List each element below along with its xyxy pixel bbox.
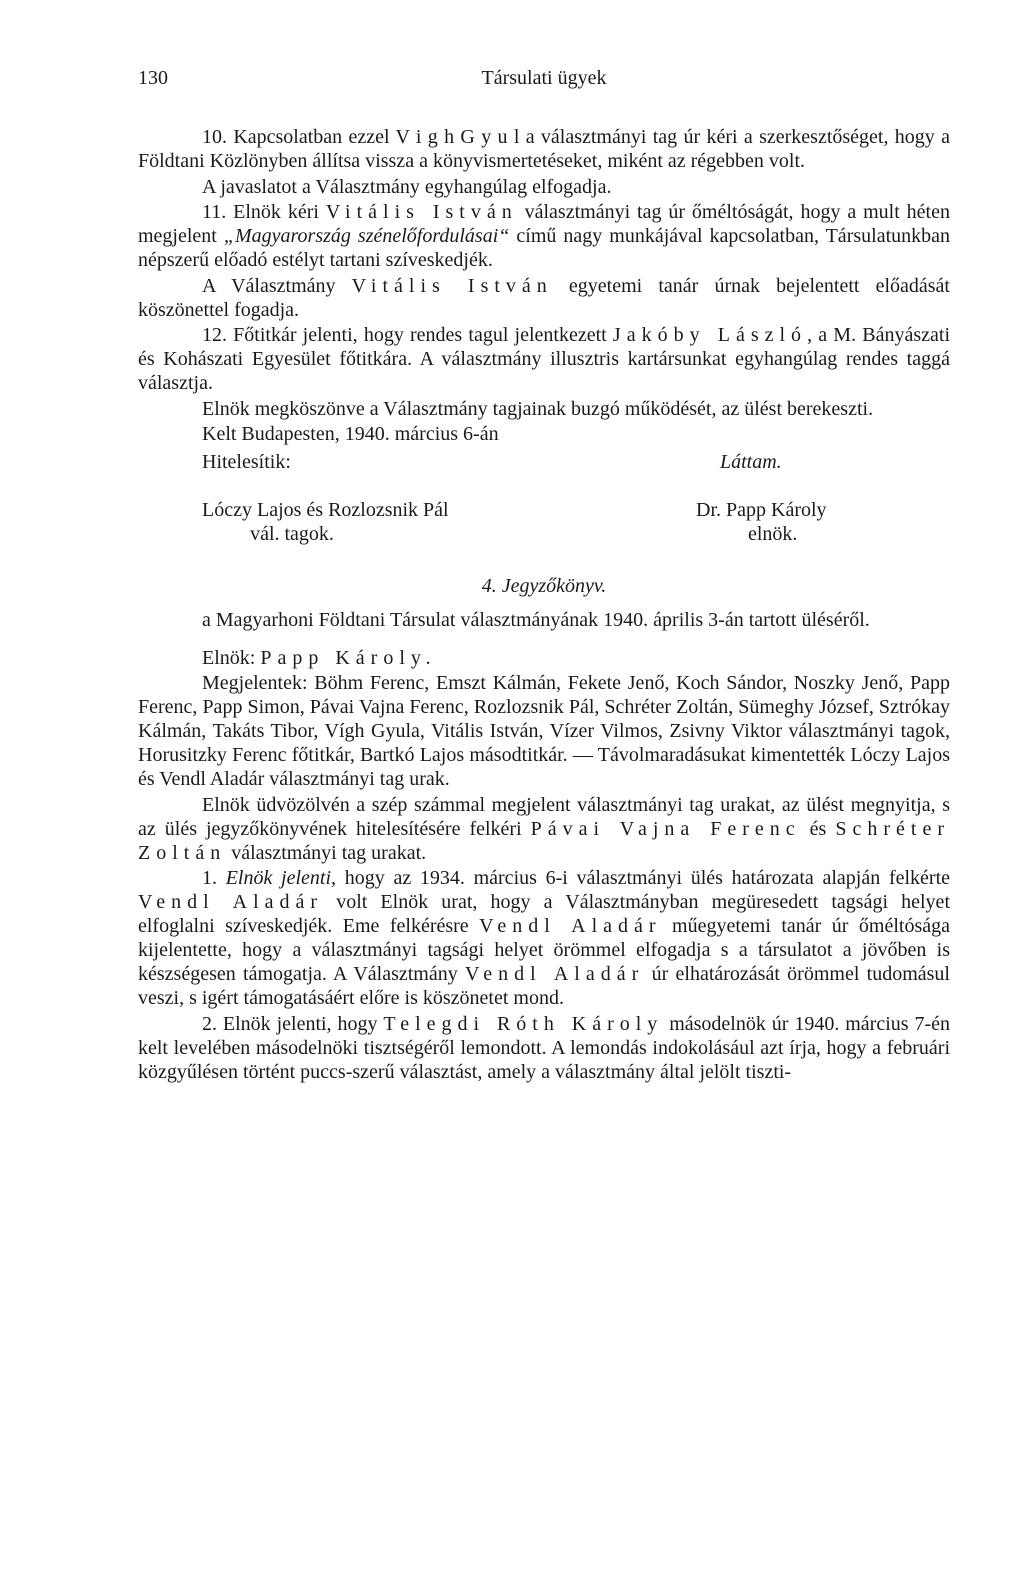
signature-left bbox=[202, 450, 542, 546]
p1-emphasis: Elnök jelenti, bbox=[225, 867, 337, 889]
seen-heading: Láttam. bbox=[720, 451, 782, 473]
signature-right bbox=[696, 450, 936, 546]
p11b-name: Vitális István bbox=[351, 274, 553, 297]
paragraph-11 bbox=[138, 200, 950, 272]
paragraph-1: 1. Elnök jelenti, hogy az 1934. március 6-i választmányi ülés határozata alapján felkérte Vendl Aladár volt Elnök urat, hogy a Választmányban megüresedett tagsági helyet elfoglalni szíveskedjék. Eme felkérésre Vendl Aladár műegyetemi tanár úr őméltósága kijelentette, hogy a választmányi tagsági helyet örömmel elfogadja s a társulatot a jövőben is készségesen támogatja. A Választmány Vendl Aladár úr elhatározását örömmel tudomásul veszi, s igért támogatásáért előre is köszönetet mond. bbox=[138, 867, 951, 1009]
page-number: 130 bbox=[138, 67, 168, 89]
p1-name-2: Vendl Aladár bbox=[479, 915, 662, 937]
page-body bbox=[138, 125, 950, 1085]
p11-text-a: 11. Elnök kéri bbox=[202, 201, 326, 223]
p12-name: Jakóby László bbox=[612, 324, 808, 346]
p2-name: Telegdi Róth Károly bbox=[383, 1012, 664, 1035]
paragraph-10-decision: A javaslatot a Választmány egyhangúlag elfogadja. bbox=[202, 175, 612, 198]
section-subtitle: a Magyarhoni Földtani Társulat választmányának 1940. április 3-án tartott üléséről. bbox=[202, 609, 870, 631]
opening-name-1: Pávai Vajna Ferenc bbox=[530, 817, 801, 840]
president-role: elnök. bbox=[748, 523, 798, 545]
p12-text-b: , a M. Bányászati és Kohászati Egyesület főtitkára. A választmány illusztris kartársunkat egyhangúlag rendes taggá választja. bbox=[138, 324, 950, 394]
p11-text-b: választmányi tag úr őméltóságát, hogy a mult héten megjelent bbox=[138, 201, 950, 247]
chair-line bbox=[138, 646, 950, 670]
certifier-names: Lóczy Lajos és Rozlozsnik Pál bbox=[202, 499, 449, 521]
p1-name-1: Vendl Aladár bbox=[138, 891, 324, 913]
p1-name-3: Vendl Aladár bbox=[465, 963, 645, 985]
signature-block bbox=[138, 450, 950, 560]
chair-label: Elnök: bbox=[202, 646, 261, 669]
p12-text-a: 12. Főtitkár jelenti, hogy rendes tagul jelentkezett bbox=[202, 324, 613, 346]
section-number: 4. bbox=[481, 575, 497, 597]
p11-name: Vitális István bbox=[325, 201, 518, 223]
paragraph-11-decision bbox=[138, 274, 950, 322]
running-title: Társulati ügyek bbox=[481, 67, 607, 89]
certifier-role: vál. tagok. bbox=[250, 523, 334, 545]
page-header bbox=[138, 66, 950, 92]
section-title: Jegyzőkönyv. bbox=[501, 575, 607, 597]
p11-text-c: című nagy munkájával kapcsolatban, Társulatunkban népszerű előadó estélyt tartani szíveskedjék. bbox=[138, 225, 950, 271]
paragraph-2: 2. Elnök jelenti, hogy Telegdi Róth Károly másodelnök úr 1940. március 7-én kelt levelében másodelnöki tisztségéről lemondott. A lemondás indokolásául azt írja, hogy a februári közgyűlésen történt puccs-szerű választást, amely a választmány által jelölt tiszti- bbox=[138, 1012, 950, 1083]
dated-line: Kelt Budapesten, 1940. március 6-án bbox=[202, 423, 499, 445]
p11-book-title: „Magyarország szénelőfordulásai“ bbox=[223, 225, 510, 247]
p11b-text-a: A Választmány bbox=[202, 274, 352, 297]
paragraph-opening: Elnök üdvözölvén a szép számmal megjelent választmányi tag urakat, az ülést megnyitja, s az ülés jegyzőkönyvének hitelesítésére felkéri Pávai Vajna Ferenc és Schréter Zoltán választmányi tag urakat. bbox=[138, 793, 950, 864]
paragraph-closing: Elnök megköszönve a Választmány tagjainak buzgó működését, az ülést berekeszti. bbox=[202, 397, 874, 420]
attendees-paragraph: Megjelentek: Böhm Ferenc, Emszt Kálmán, Fekete Jenő, Koch Sándor, Noszky Jenő, Papp Ferenc, Papp Simon, Pávai Vajna Ferenc, Rozlozsnik Pál, Schréter Zoltán, Sümeghy József, Sztrókay Kálmán, Takáts Tibor, Vígh Gyula, Vitális István, Vízer Vilmos, Zsivny Viktor választmányi tagok, Horusitzky Ferenc főtitkár, Bartkó Lajos másodtitkár. — Távolmaradásukat kimentették Lóczy Lajos és Vendl Aladár választmányi tag urak. bbox=[138, 672, 950, 790]
president-name: Dr. Papp Károly bbox=[696, 499, 827, 521]
paragraph-10: 10. Kapcsolatban ezzel V i g h G y u l a választmányi tag úr kéri a szerkesztőséget, hogy a Földtani Közlönyben állítsa vissza a könyvismertetéseket, miként az régebben volt. bbox=[138, 126, 950, 172]
p11b-text-b: egyetemi tanár úrnak bejelentett előadását köszönettel fogadja. bbox=[138, 274, 950, 321]
certified-heading: Hitelesítik: bbox=[202, 451, 291, 473]
paragraph-12 bbox=[138, 323, 950, 395]
opening-name-2: Schréter Zoltán bbox=[138, 817, 950, 864]
chair-name: Papp Károly. bbox=[260, 646, 437, 669]
section-heading bbox=[138, 574, 950, 598]
